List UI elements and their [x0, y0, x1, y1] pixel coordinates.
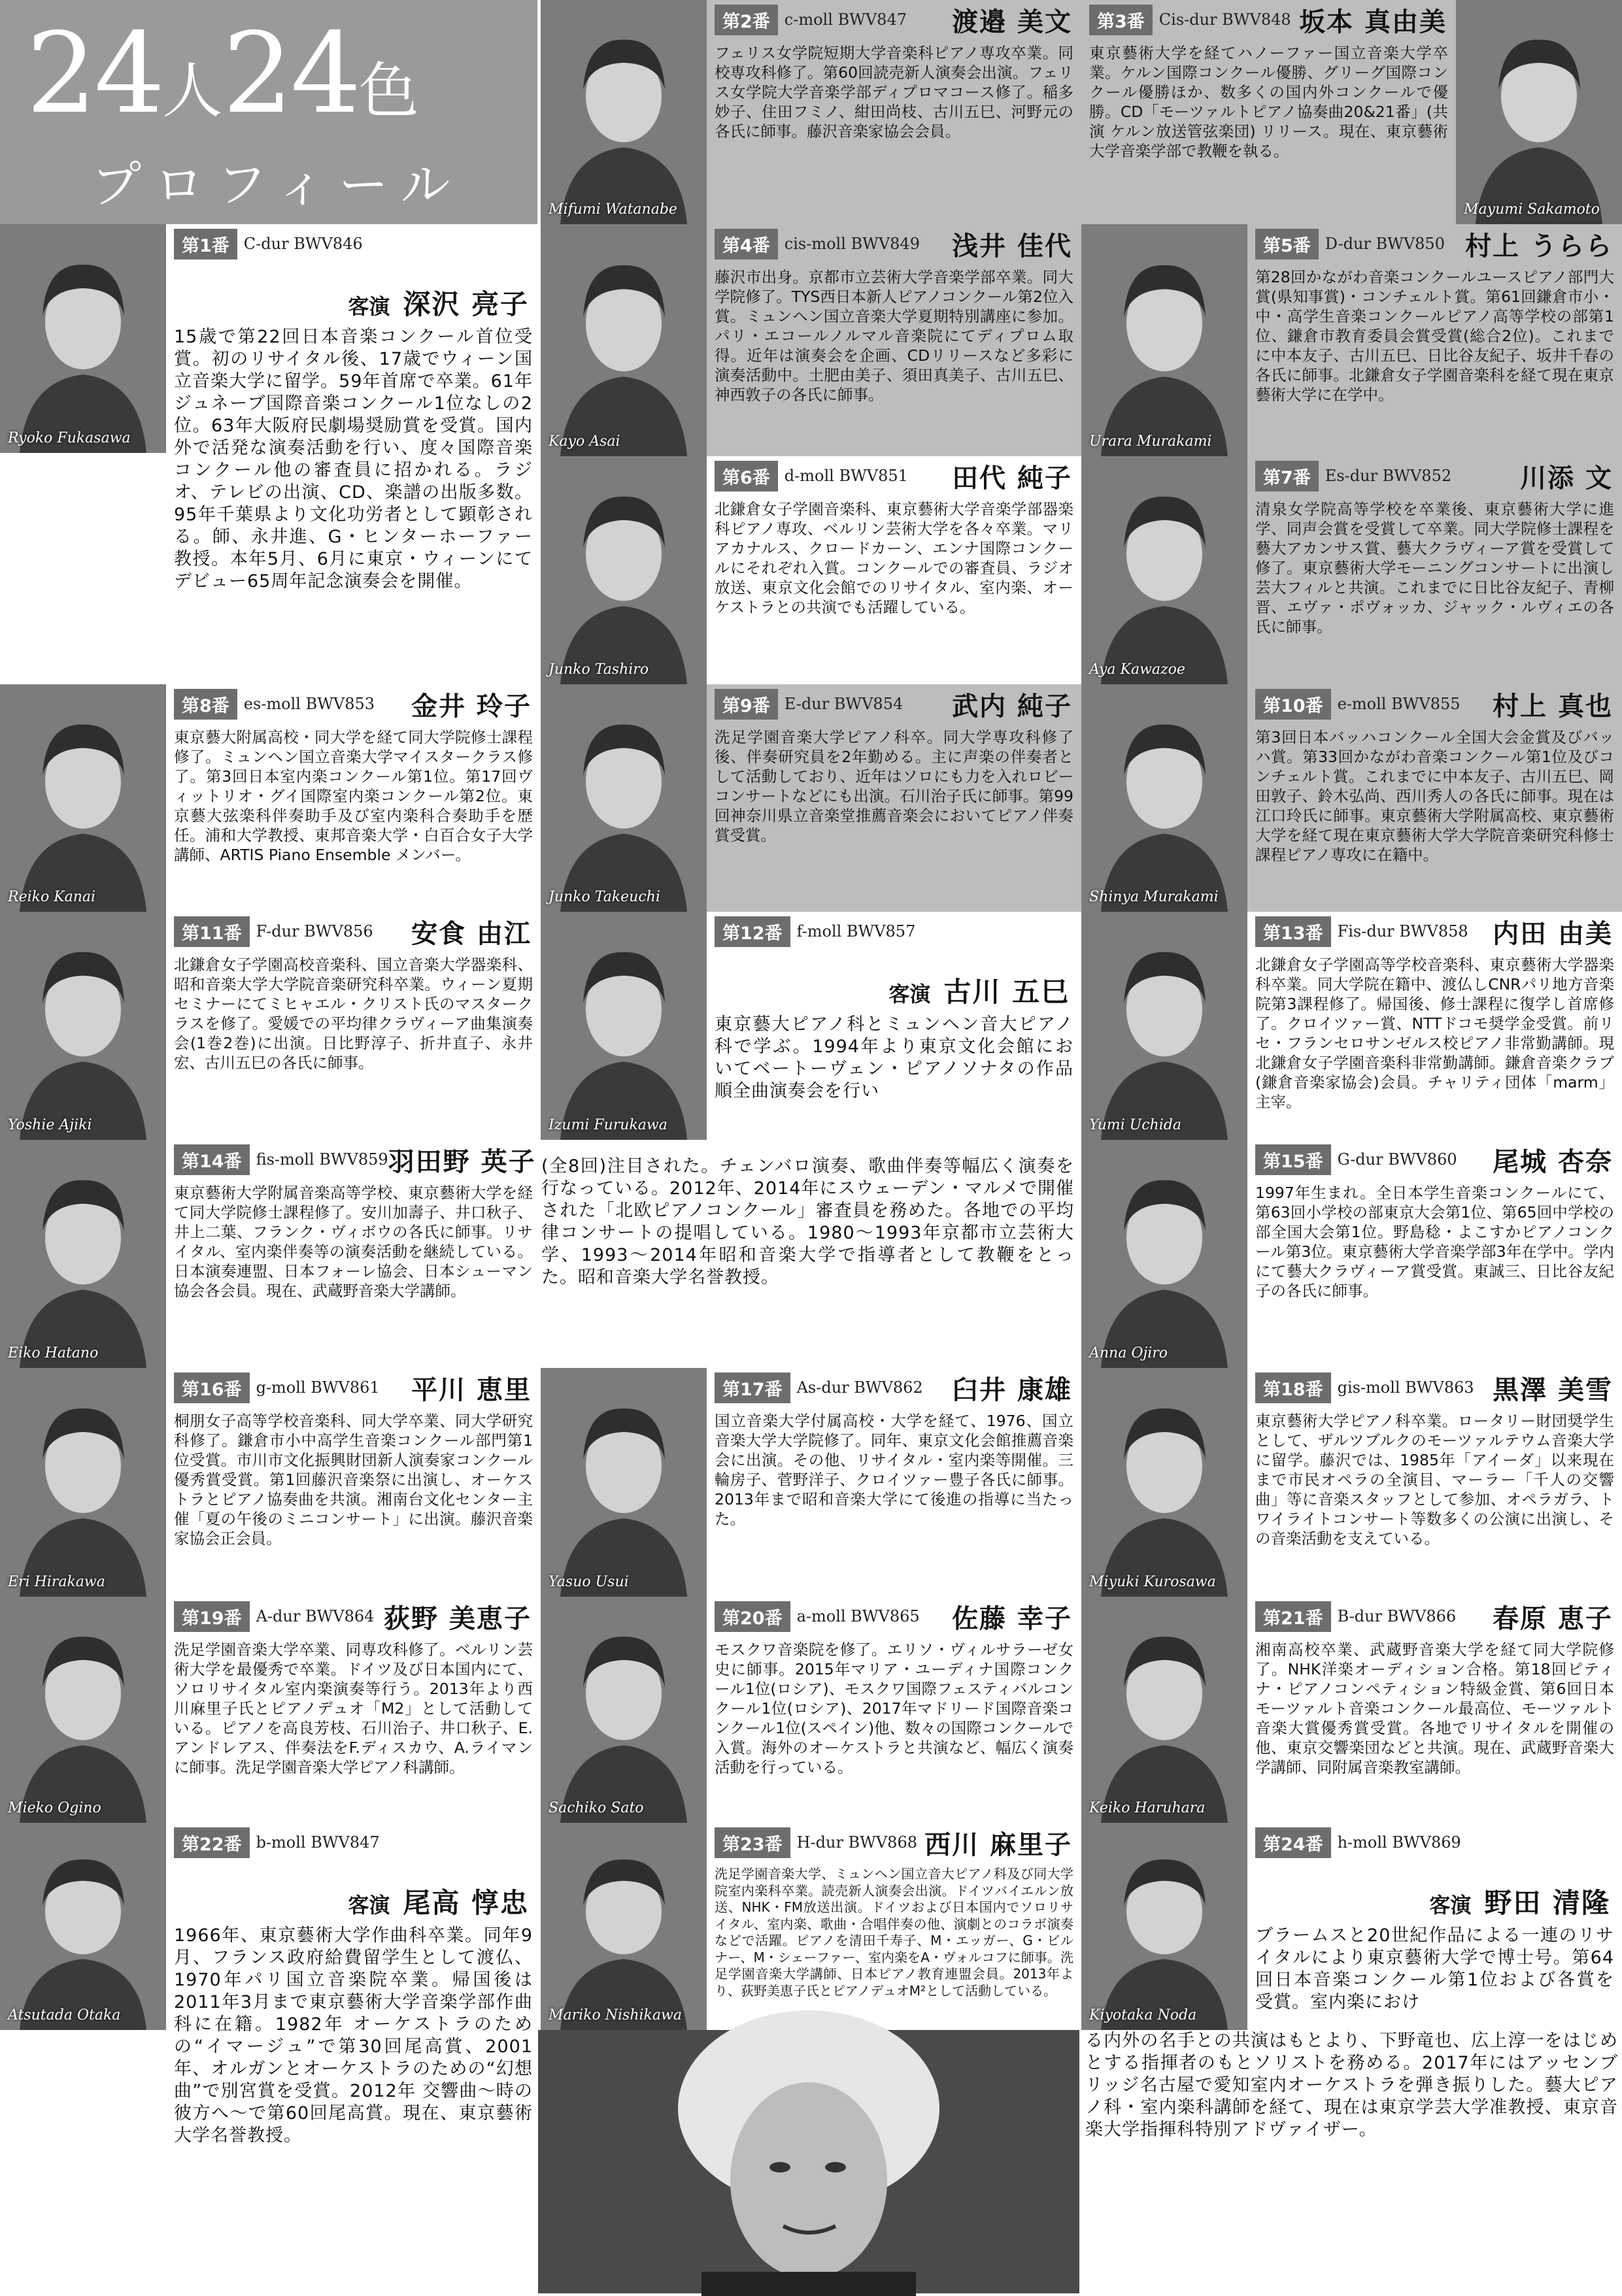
- portrait-photo: [1081, 684, 1247, 912]
- photo-caption: Yumi Uchida: [1089, 1117, 1181, 1133]
- photo-caption: Atsutada Otaka: [8, 2007, 121, 2023]
- performer-name: 田代 純子: [952, 462, 1072, 493]
- performer-name: 野田 清隆: [1484, 1887, 1610, 1919]
- piece-number-badge: 第23番: [715, 1827, 790, 1858]
- guest-name-line: [888, 971, 1070, 1010]
- portrait-photo: [0, 224, 166, 453]
- performer-card: [707, 912, 1081, 1140]
- performer-card: [707, 0, 1081, 224]
- performer-name: 尾高 惇忠: [403, 1887, 529, 1919]
- piece-key: f-moll BWV857: [796, 922, 916, 940]
- piece-key: Cis-dur BWV848: [1158, 10, 1291, 29]
- card-header: [1247, 912, 1622, 951]
- performer-name: 佐藤 幸子: [952, 1603, 1072, 1634]
- photo-caption: Mifumi Watanabe: [549, 201, 677, 218]
- piece-key: b-moll BWV847: [256, 1833, 380, 1852]
- card-header: [1247, 1140, 1622, 1179]
- person-silhouette-icon: [0, 224, 166, 453]
- performer-card: [1247, 456, 1622, 684]
- photo-caption: Urara Murakami: [1089, 433, 1212, 450]
- card-header: [1247, 1823, 1622, 1862]
- performer-card: [166, 1368, 541, 1597]
- piece-number-badge: 第9番: [715, 689, 778, 720]
- piece-key: Es-dur BWV852: [1325, 467, 1452, 485]
- portrait-photo: [1081, 1140, 1247, 1368]
- portrait-photo: [0, 1140, 166, 1368]
- photo-caption: Junko Takeuchi: [549, 889, 660, 905]
- title-iro: 色: [358, 56, 419, 126]
- performer-bio: フェリス女学院短期大学音楽科ピアノ専攻卒業。同校専攻科修了。第60回読売新人演奏会出演。フェリス女学院大学音楽学部ディプロマコース修了。稲多妙子、住田フミノ、紺田尚枝、古川五巳、河野元の各氏に師事。藤沢音楽家協会会員。: [715, 44, 1073, 141]
- performer-name: 武内 純子: [952, 690, 1072, 722]
- person-silhouette-icon: [541, 1368, 707, 1597]
- photo-caption: Ryoko Fukasawa: [8, 430, 131, 446]
- performer-bio: 第28回かながわ音楽コンクールユースピアノ部門大賞(県知事賞)・コンチェルト賞。第61回鎌倉市小・中・高学生音楽コンクールピアノ高等学校の部第1位、鎌倉市教育委員会賞受賞(総合2位)。これまでに中本友子、古川五巳、日比谷友紀子、坂井千春の各氏に師事。北鎌倉女子学園音楽科を経て現在東京藝術大学に在学中。: [1255, 268, 1614, 404]
- performer-name: 川添 文: [1520, 462, 1613, 493]
- card-header: [166, 1368, 541, 1407]
- portrait-photo: [541, 912, 707, 1140]
- performer-bio: 洗足学園音楽大学、ミュンヘン国立音大ピアノ科及び同大学院室内楽科卒業。読売新人演奏会出演。ドイツバイエルン放送、NHK・FM放送出演。ドイツおよび日本国内でソロリサイタル、室内楽、歌曲・合唱伴奏の他、演劇とのコラボ演奏などで活躍。ピアノを清田千寿子、M・エッガー、G・ビルナー、M・シェーファー、室内楽をA・ヴォルコフに師事。洗足学園音楽大学講師、日本ピアノ教育連盟会員。2013年より、荻野美恵子氏とピアノデュオM²として活動している。: [715, 1866, 1073, 1999]
- title-24-a: 24: [26, 9, 163, 139]
- performer-card: [707, 456, 1081, 684]
- performer-bio: 1966年、東京藝術大学作曲科卒業。同年9月、フランス政府給費留学生として渡仏、1970年パリ国立音楽院卒業。帰国後は2011年3月まで東京藝術大学音楽学部作曲科に在籍。1982年 オーケストラのための“イマージュ”で第30回尾高賞、2001年、オルガンとオーケストラのための“幻想曲”で別宮賞を受賞。2012年 交響曲～時の彼方へ～で第60回尾高賞。現在、東京藝術大学名誉教授。: [174, 1925, 533, 2146]
- performer-name: 金井 玲子: [411, 690, 532, 722]
- photo-caption: Eiko Hatano: [8, 1345, 99, 1361]
- performer-name: 渡邉 美文: [952, 6, 1072, 37]
- person-silhouette-icon: [1081, 1597, 1247, 1823]
- portrait-photo: [0, 1597, 166, 1823]
- guest-label: 客演: [888, 982, 931, 1007]
- photo-caption: Shinya Murakami: [1089, 889, 1219, 905]
- piece-number-badge: 第22番: [174, 1827, 250, 1858]
- piece-key: a-moll BWV865: [796, 1607, 920, 1625]
- furukawa-bio-continued: (全8回)注目された。チェンバロ演奏、歌曲伴奏等幅広く演奏を行なっている。2012年、2014年にスウェーデン・マルメで開催された「北欧ピアノコンクール」審査員を務めた。各地での平均律コンサートの提唱している。1980～1993年京都市立芸術大学、1993～2014年昭和音楽大学で指導者として教鞭をとった。昭和音楽大学名誉教授。: [541, 1156, 1074, 1288]
- guest-name-line: [1429, 1882, 1610, 1921]
- person-silhouette-icon: [1081, 684, 1247, 912]
- person-silhouette-icon: [1081, 1368, 1247, 1597]
- portrait-photo: [541, 0, 707, 224]
- performer-bio: 北鎌倉女子学園高等学校音楽科、東京藝術大学器楽科卒業。同大学院在籍中、渡仏しCNRパリ地方音楽院第3課程修了。帰国後、修士課程に復学し首席修了。クロイツァー賞、NTTドコモ奨学金受賞。前リセ・フランセロサンゼルス校ピアノ非常勤講師。現北鎌倉女子学園音楽科非常勤講師。鎌倉音楽クラブ(鎌倉音楽家協会)会員。チャリティ団体「marm」主宰。: [1255, 956, 1614, 1111]
- piece-key: G-dur BWV860: [1337, 1150, 1457, 1169]
- person-silhouette-icon: [541, 456, 707, 684]
- piece-key: D-dur BWV850: [1325, 235, 1445, 253]
- piece-number-badge: 第4番: [715, 229, 778, 259]
- performer-bio: 15歳で第22回日本音楽コンクール首位受賞。初のリサイタル後、17歳でウィーン国立音楽大学に留学。59年首席で卒業。61年ジュネーブ国際音楽コンクール1位なしの2位。63年大阪府民劇場奨励賞を受賞。国内外で活発な演奏活動を行い、度々国際音楽コンクール他の審査員に招かれる。ラジオ、テレビの出演、CD、楽譜の出版多数。95年千葉県より文化功労者として顕彰される。師、永井進、G・ヒンターホーファー教授。本年5月、6月に東京・ウィーンにてデビュー65周年記念演奏会を開催。: [174, 327, 533, 591]
- person-silhouette-icon: [1081, 1140, 1247, 1368]
- portrait-photo: [0, 1823, 166, 2030]
- piece-number-badge: 第2番: [715, 5, 778, 35]
- performer-bio: 1997年生まれ。全日本学生音楽コンクールにて、第63回小学校の部東京大会第1位、第65回中学校の部全国大会第1位。野島稔・よこすかピアノコンクール第3位。東京藝術大学音楽学部3年在学中。学内にて藝大クラヴィーア賞受賞。東誠三、日比谷友紀子の各氏に師事。: [1255, 1184, 1614, 1300]
- performer-name: 臼井 康雄: [952, 1374, 1072, 1405]
- performer-bio: 東京藝術大学ピアノ科卒業。ロータリー財団奨学生として、ザルツブルクのモーツァルテウム音楽大学に留学。藤沢では、1985年「アイーダ」以来現在まで市民オペラの全演目、マーラー「千人の交響曲」等に音楽スタッフとして参加、オペラガラ、トワイライトコンサート等数多くの公演に出演し、その音楽活動を支えている。: [1255, 1412, 1614, 1548]
- card-header: [707, 224, 1081, 263]
- guest-name-line: [348, 283, 529, 322]
- piece-number-badge: 第21番: [1255, 1601, 1331, 1632]
- performer-bio: 湘南高校卒業、武蔵野音楽大学を経て同大学院修了。NHK洋楽オーディション合格。第18回ピティナ・ピアノコンペティション特級金賞、第6回日本モーツァルト音楽コンクール最高位、モーツァルト音楽大賞優秀賞受賞。各地でリサイタルを開催の他、東京交響楽団などと共演。現在、武蔵野音楽大学講師、同附属音楽教室講師。: [1255, 1640, 1614, 1776]
- performer-bio: 東京藝術大学を経てハノーファー国立音楽大学卒業。ケルン国際コンクール優勝、グリーグ国際コンクール優勝ほか、数多くの国内外コンクールで優勝。CD「モーツァルトピアノ協奏曲20&21番」(共演 ケルン放送管弦楽団) リリース。現在、東京藝術大学音楽学部で教鞭を執る。: [1089, 44, 1448, 160]
- person-silhouette-icon: [1456, 0, 1622, 224]
- person-silhouette-icon: [541, 1823, 707, 2030]
- guest-label: 客演: [348, 1893, 390, 1918]
- photo-caption: Kiyotaka Noda: [1089, 2007, 1197, 2023]
- card-header: [1081, 0, 1456, 39]
- photo-caption: Eri Hirakawa: [8, 1574, 105, 1590]
- piece-key: d-moll BWV851: [784, 467, 908, 485]
- piece-number-badge: 第13番: [1255, 916, 1331, 947]
- performer-card: [1247, 684, 1622, 912]
- performer-card: [707, 1823, 1081, 2030]
- piece-number-badge: 第3番: [1089, 5, 1153, 35]
- piece-number-badge: 第8番: [174, 689, 237, 720]
- person-silhouette-icon: [0, 1368, 166, 1597]
- person-silhouette-icon: [0, 1140, 166, 1368]
- portrait-photo: [541, 684, 707, 912]
- piece-key: h-moll BWV869: [1337, 1833, 1461, 1852]
- portrait-photo: [0, 684, 166, 912]
- performer-card: [1081, 0, 1456, 224]
- photo-caption: Mariko Nishikawa: [549, 2007, 682, 2023]
- piece-key: cis-moll BWV849: [784, 235, 920, 253]
- piece-number-badge: 第5番: [1255, 229, 1319, 259]
- card-header: [1247, 1368, 1622, 1407]
- piece-number-badge: 第19番: [174, 1601, 250, 1632]
- piece-key: As-dur BWV862: [796, 1378, 923, 1397]
- piece-key: H-dur BWV868: [796, 1833, 917, 1852]
- performer-name: 坂本 真由美: [1299, 6, 1447, 37]
- piece-number-badge: 第11番: [174, 916, 250, 947]
- card-header: [166, 1140, 541, 1179]
- photo-caption: Aya Kawazoe: [1089, 661, 1185, 678]
- card-header: [166, 684, 541, 724]
- performer-name: 荻野 美恵子: [384, 1603, 532, 1634]
- hero-banner: [0, 0, 537, 224]
- person-silhouette-icon: [1081, 912, 1247, 1140]
- performer-bio: 藤沢市出身。京都市立芸術大学音楽学部卒業。同大学院修了。TYS西日本新人ピアノコンクール第2位入賞。ミュンヘン国立音楽大学夏期特別講座に参加。パリ・エコールノルマル音楽院にてディプロム取得。近年は演奏会を企画、CDリリースなど多彩に演奏活動中。土肥由美子、須田真美子、古川五巳、神西敦子の各氏に師事。: [715, 268, 1073, 404]
- piece-key: g-moll BWV861: [256, 1378, 380, 1397]
- performer-bio: 桐朋女子高等学校音楽科、同大学卒業、同大学研究科修了。鎌倉市小中高学生音楽コンクール部門第1位受賞。市川市文化振興財団新人演奏家コンクール優秀賞受賞。第1回藤沢音楽祭に出演し、オーケストラとピアノ協奏曲を共演。湘南台文化センター主催「夏の午後のミニコンサート」に出演。藤沢音楽家協会正会員。: [174, 1412, 533, 1548]
- performer-name: 古川 五巳: [943, 976, 1070, 1008]
- piece-number-badge: 第10番: [1255, 689, 1331, 720]
- performer-bio: 第3回日本バッハコンクール全国大会金賞及びバッハ賞。第33回かながわ音楽コンクール第1位及びコンチェルト賞。これまでに中本友子、古川五巳、岡田敦子、鈴木弘尚、西川秀人の各氏に師事。現在は江口玲氏に師事。東京藝術大学附属高校、東京藝術大学を経て現在東京藝術大学大学院音楽研究科修士課程ピアノ専攻に在籍中。: [1255, 728, 1614, 864]
- card-header: [1247, 684, 1622, 724]
- performer-name: 村上 真也: [1493, 690, 1613, 722]
- performer-card: [707, 1368, 1081, 1597]
- piece-number-badge: 第14番: [174, 1144, 250, 1175]
- performer-bio: 北鎌倉女子学園高校音楽科、国立音楽大学器楽科、昭和音楽大学大学院音楽研究科卒業。ウィーン夏期セミナーにてミヒャエル・クリスト氏のマスタークラスを修了。愛媛での平均律クラヴィーア曲集演奏会(1巻2巻)に出演。日比野淳子、折井直子、永井宏、古川五巳の各氏に師事。: [174, 956, 533, 1072]
- piece-key: B-dur BWV866: [1337, 1607, 1457, 1625]
- performer-card: [1247, 1823, 1622, 2030]
- performer-card: [707, 684, 1081, 912]
- card-header: [707, 1597, 1081, 1636]
- piece-number-badge: 第17番: [715, 1373, 790, 1403]
- performer-card: [166, 1140, 541, 1368]
- performer-card: [166, 224, 541, 591]
- portrait-photo: [541, 456, 707, 684]
- person-silhouette-icon: [541, 224, 707, 456]
- card-header: [707, 456, 1081, 495]
- card-header: [1247, 224, 1622, 263]
- performer-name: 内田 由美: [1493, 918, 1613, 949]
- card-header: [707, 1823, 1081, 1862]
- performer-bio: 国立音楽大学付属高校・大学を経て、1976、国立音楽大学大学院修了。同年、東京文化会館推薦音楽会に出演。その他、リサイタル・室内楽等開催。三輪房子、菅野洋子、クロイツァー豊子各氏に師事。2013年まで昭和音楽大学にて後進の指導に当たった。: [715, 1412, 1073, 1528]
- photo-caption: Anna Ojiro: [1089, 1345, 1168, 1361]
- photo-caption: Keiko Haruhara: [1089, 1800, 1206, 1816]
- performer-bio: 洗足学園音楽大学卒業、同専攻科修了。ベルリン芸術大学を最優秀で卒業。ドイツ及び日本国内にて、ソロリサイタル室内楽演奏等行う。2013年より西川麻里子氏とピアノデュオ「M2」として活動している。ピアノを高良芳枝、石川治子、井口秋子、E.アンドレアス、伴奏法をF.ディスカウ、A.ライマンに師事。洗足学園音楽大学ピアノ科講師。: [174, 1640, 533, 1776]
- performer-bio: ブラームスと20世紀作品による一連のリサイタルにより東京藝術大学で博士号。第64回日本音楽コンクール第1位および各賞を受賞。室内楽におけ: [1255, 1925, 1614, 2012]
- performer-card: [1247, 1368, 1622, 1597]
- portrait-photo: [1081, 1823, 1247, 2030]
- performer-name: 春原 恵子: [1493, 1603, 1613, 1634]
- performer-card: [1247, 224, 1622, 456]
- portrait-photo: [1081, 456, 1247, 684]
- portrait-photo: [1081, 1597, 1247, 1823]
- piece-number-badge: 第6番: [715, 461, 778, 491]
- performer-bio: 北鎌倉女子学園音楽科、東京藝術大学音楽学部器楽科ピアノ専攻、ベルリン芸術大学を各々卒業。マリアカナルス、クロードカーン、エンナ国際コンクールにそれぞれ入賞。コンクールでの審査員、ラジオ放送、東京文化会館でのリサイタル、室内楽、オーケストラとの共演でも活躍している。: [715, 500, 1073, 616]
- card-header: [707, 912, 1081, 951]
- person-silhouette-icon: [0, 912, 166, 1140]
- performer-card: [166, 912, 541, 1140]
- performer-card: [166, 1597, 541, 1823]
- piece-number-badge: 第24番: [1255, 1827, 1331, 1858]
- portrait-photo: [1456, 0, 1622, 224]
- person-silhouette-icon: [0, 1823, 166, 2030]
- photo-caption: Kayo Asai: [549, 433, 620, 450]
- performer-card: [1247, 1140, 1622, 1368]
- person-silhouette-icon: [0, 1597, 166, 1823]
- photo-caption: Reiko Kanai: [8, 889, 96, 905]
- piece-key: E-dur BWV854: [784, 695, 904, 713]
- portrait-photo: [541, 1823, 707, 2030]
- photo-caption: Izumi Furukawa: [549, 1117, 667, 1133]
- piece-number-badge: 第7番: [1255, 461, 1319, 491]
- guest-label: 客演: [348, 294, 390, 319]
- person-silhouette-icon: [541, 912, 707, 1140]
- performer-name: 黒澤 美雪: [1493, 1374, 1613, 1405]
- bach-portrait-image: [538, 2030, 1079, 2293]
- portrait-photo: [1081, 1368, 1247, 1597]
- performer-name: 羽田野 英子: [388, 1146, 536, 1177]
- performer-bio: 東京藝大ピアノ科とミュンヘン音大ピアノ科で学ぶ。1994年より東京文化会館においてベートーヴェン・ピアノソナタの作品順全曲演奏会を行い: [715, 1014, 1073, 1101]
- piece-key: fis-moll BWV859: [256, 1150, 388, 1169]
- piece-number-badge: 第12番: [715, 916, 790, 947]
- person-silhouette-icon: [541, 684, 707, 912]
- portrait-photo: [1081, 912, 1247, 1140]
- photo-caption: Yoshie Ajiki: [8, 1117, 92, 1133]
- card-header: [707, 684, 1081, 724]
- performer-name: 深沢 亮子: [403, 288, 529, 320]
- card-header: [1247, 456, 1622, 495]
- portrait-photo: [0, 912, 166, 1140]
- performer-bio: 東京藝大附属高校・同大学を経て同大学院修士課程修了。ミュンヘン国立音楽大学マイスタークラス修了。第3回日本室内楽コンクール第1位。第17回ヴィットリオ・グイ国際室内楽コンクール第2位。東京藝大弦楽科伴奏助手及び室内楽科合奏助手を歴任。浦和大学教授、東邦音楽大学・白百合女子大学講師、ARTIS Piano Ensemble メンバー。: [174, 728, 533, 864]
- piece-number-badge: 第15番: [1255, 1144, 1331, 1175]
- piece-key: F-dur BWV856: [256, 922, 373, 940]
- person-silhouette-icon: [1081, 224, 1247, 456]
- portrait-photo: [0, 1368, 166, 1597]
- photo-caption: Sachiko Sato: [549, 1800, 644, 1816]
- title-nin: 人: [162, 56, 223, 126]
- performer-bio: モスクワ音楽院を修了。エリソ・ヴィルサラーゼ女史に師事。2015年マリア・ユーディナ国際コンクール1位(ロシア)、モスクワ国際フェスティバルコンクール1位(ロシア)、2017年マドリード国際音楽コンクール1位(スペイン)他、数々の国際コンクールで入賞。海外のオーケストラと共演など、幅広く演奏活動を行っている。: [715, 1640, 1073, 1776]
- piece-key: es-moll BWV853: [243, 695, 375, 713]
- performer-bio: 清泉女学院高等学校を卒業後、東京藝術大学に進学、同声会賞を受賞して卒業。同大学院修士課程を藝大アカンサス賞、藝大クラヴィーア賞を受賞して修了。東京藝術大学モーニングコンサートに出演し芸大フィルと共演。これまでに日比谷友紀子、青柳晋、エヴァ・ポヴォッカ、ジャック・ルヴィエの各氏に師事。: [1255, 500, 1614, 636]
- photo-caption: Mieko Ogino: [8, 1800, 101, 1816]
- performer-bio: 東京藝術大学附属音楽高等学校、東京藝術大学を経て同大学院修士課程修了。安川加壽子、井口秋子、井上二葉、フランク・ヴィボウの各氏に師事。リサイタル、室内楽伴奏等の演奏活動を継続している。日本演奏連盟、日本フォーレ協会、日本シューマン協会各会員。現在、武蔵野音楽大学講師。: [174, 1184, 533, 1300]
- person-silhouette-icon: [1081, 456, 1247, 684]
- card-header: [1247, 1597, 1622, 1636]
- performer-name: 浅井 佳代: [952, 230, 1072, 261]
- piece-number-badge: 第20番: [715, 1601, 790, 1632]
- piece-key: gis-moll BWV863: [1337, 1378, 1474, 1397]
- noda-bio-continued: る内外の名手との共演はもとより、下野竜也、広上淳一をはじめとする指揮者のもとソリストを務める。2017年にはアッセンブリッジ名古屋で愛知室内オーケストラを弾き振りした。藝大ピアノ科・室内楽科講師を経て、現在は東京学芸大学准教授、東京音楽大学指揮科特別アドヴァイザー。: [1085, 2031, 1618, 2140]
- piece-number-badge: 第18番: [1255, 1373, 1331, 1403]
- hero-subtitle: プロフィール: [92, 156, 464, 214]
- performer-card: [166, 684, 541, 912]
- photo-caption: Mayumi Sakamoto: [1464, 201, 1600, 218]
- performer-name: 村上 うらら: [1465, 230, 1613, 261]
- performer-bio: 洗足学園音楽大学ピアノ科卒。同大学専攻科修了後、伴奏研究員を2年勤める。主に声楽の伴奏者として活動しており、近年はソロにも力を入れロビーコンサートなどにも出演。石川治子氏に師事。第99回神奈川県立音楽堂推薦音楽会においてピアノ伴奏賞受賞。: [715, 728, 1073, 844]
- hero-title: [26, 9, 419, 139]
- performer-card: [707, 1597, 1081, 1823]
- card-header: [166, 224, 541, 263]
- piece-key: e-moll BWV855: [1337, 695, 1461, 713]
- bach-portrait: [538, 2030, 1079, 2293]
- performer-name: 西川 麻里子: [924, 1829, 1072, 1860]
- piece-key: Fis-dur BWV858: [1337, 922, 1468, 940]
- piece-key: c-moll BWV847: [784, 10, 907, 29]
- portrait-photo: [541, 224, 707, 456]
- photo-caption: Miyuki Kurosawa: [1089, 1574, 1216, 1590]
- card-header: [166, 912, 541, 951]
- person-silhouette-icon: [1081, 1823, 1247, 2030]
- piece-key: A-dur BWV864: [256, 1607, 375, 1625]
- performer-name: 尾城 杏奈: [1493, 1146, 1613, 1177]
- portrait-photo: [1081, 224, 1247, 456]
- guest-name-line: [348, 1882, 529, 1921]
- person-silhouette-icon: [541, 0, 707, 224]
- performer-name: 平川 恵里: [411, 1374, 532, 1405]
- card-header: [166, 1597, 541, 1636]
- card-header: [707, 1368, 1081, 1407]
- performer-name: 安食 由江: [411, 918, 532, 949]
- card-header: [707, 0, 1081, 39]
- piece-number-badge: 第16番: [174, 1373, 250, 1403]
- performer-card: [707, 224, 1081, 456]
- portrait-photo: [541, 1597, 707, 1823]
- piece-key: C-dur BWV846: [243, 235, 363, 253]
- title-24-b: 24: [222, 9, 359, 139]
- performer-card: [1247, 912, 1622, 1140]
- performer-card: [1247, 1597, 1622, 1823]
- photo-caption: Junko Tashiro: [549, 661, 649, 678]
- portrait-photo: [541, 1368, 707, 1597]
- performer-card: [166, 1823, 541, 2146]
- photo-caption: Yasuo Usui: [549, 1574, 629, 1590]
- piece-number-badge: 第1番: [174, 229, 237, 259]
- card-header: [166, 1823, 541, 1862]
- person-silhouette-icon: [0, 684, 166, 912]
- guest-label: 客演: [1429, 1893, 1472, 1918]
- person-silhouette-icon: [541, 1597, 707, 1823]
